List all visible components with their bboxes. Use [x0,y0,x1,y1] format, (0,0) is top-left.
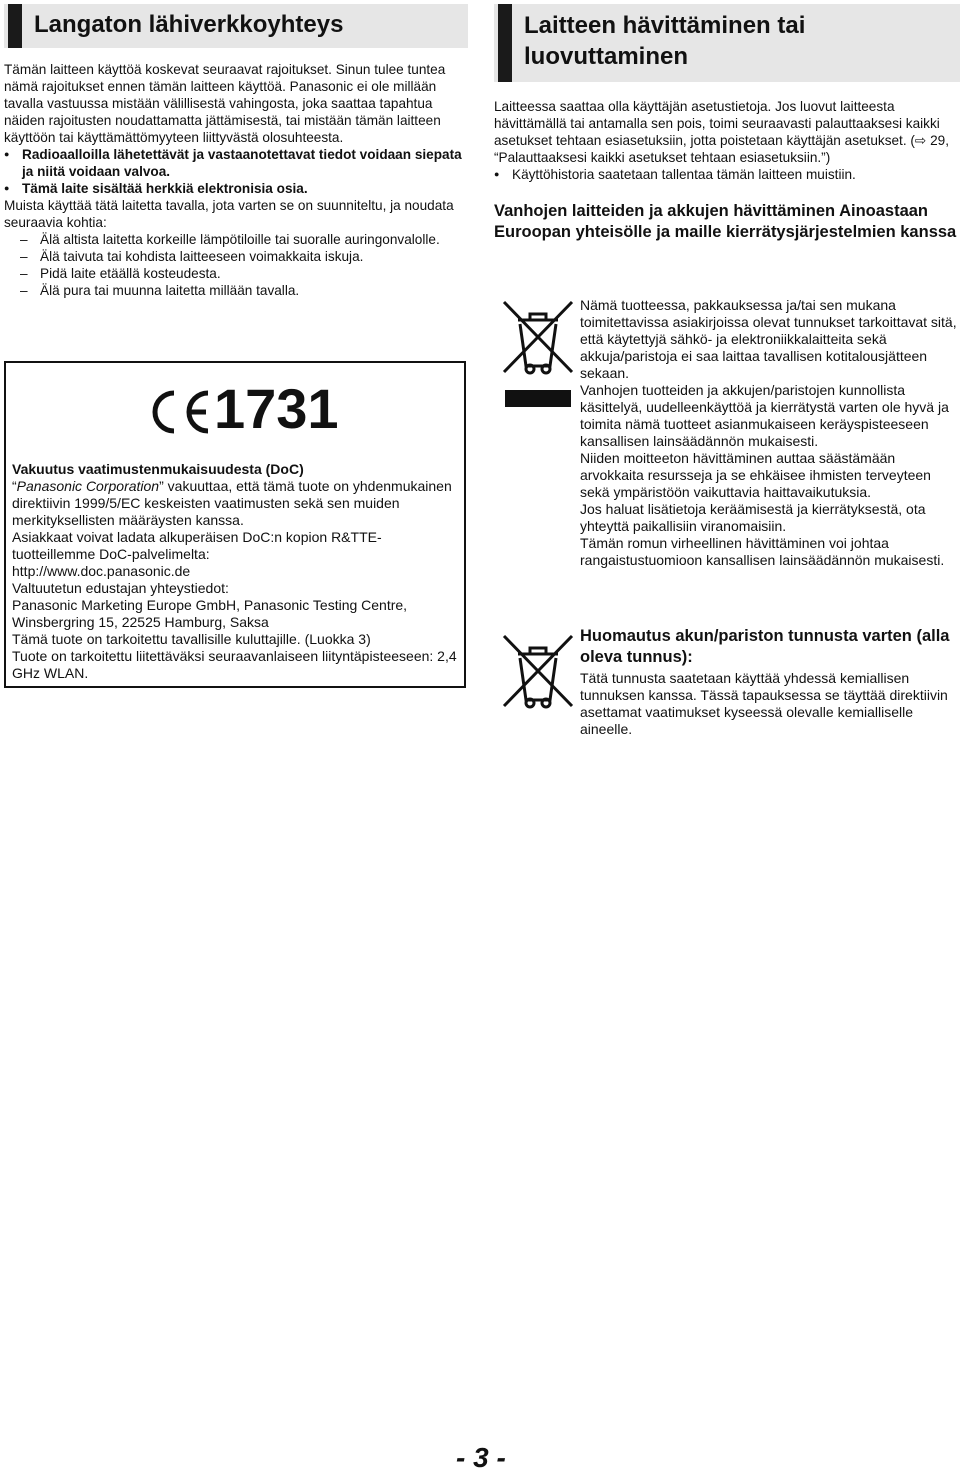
battery-text: Tätä tunnusta saatetaan käyttää yhdessä kemiallisen tunnuksen kanssa. Tässä tapauksessa se täyttää direktiivin asettamat vaatimukset kyseessä olevalle kemialliselle aineelle. [580,670,948,737]
doc-line-4: Valtuutetun edustajan yhteystiedot: [12,580,229,596]
section-heading-wlan [4,4,468,48]
page-number: - 3 - [456,1442,506,1473]
wlan-dash-3: – Pidä laite etäällä kosteudesta. [4,265,468,282]
heading-bar [498,4,512,82]
weee-subheading: Vanhojen laitteiden ja akkujen hävittäminen Ainoastaan Euroopan yhteisölle ja maille kierrätysjärjestelmien kanssa [494,202,957,241]
ce-logo-icon [146,387,216,437]
crossed-bin-battery-icon [500,630,576,710]
doc-url[interactable]: http://www.doc.panasonic.de [12,563,191,579]
wlan-bullet-2: ● Tämä laite sisältää herkkiä elektronisia osia. [4,180,468,197]
doc-line-7: Tuote on tarkoitettu liitettäväksi seuraavanlaiseen liityntäpisteeseen: 2,4 GHz WLAN. [12,648,457,681]
weee-para-3: Niiden moitteeton hävittäminen auttaa säästämään arvokkaita resursseja ja se ehkäisee ihmisten terveyteen sekä ympäristöön vaikuttavia haittavaikutuksia. [580,450,931,500]
doc-text [12,461,458,682]
wlan-dash-4: – Älä pura tai muunna laitetta millään tavalla. [4,282,468,299]
doc-line-2: Asiakkaat voivat ladata alkuperäisen DoC:n kopion R&TTE-tuotteillemme DoC-palvelimelta: [12,529,382,562]
crossed-bin-icon [500,296,576,376]
disposal-body [494,98,960,183]
left-column [4,0,468,299]
disposal-bullet: ● Käyttöhistoria saatetaan tallentaa tämän laitteen muistiin. [494,166,960,183]
weee-para-4: Jos haluat lisätietoja keräämisestä ja kierrätyksestä, ota yhteyttä paikallisiin viranomaisiin. [580,501,926,534]
wlan-body [4,61,468,299]
right-column [494,0,960,243]
heading-bar [8,4,22,48]
battery-section [580,626,960,738]
heading-text: Laitteen hävittäminen tai luovuttaminen [524,12,806,70]
doc-line-1: “Panasonic Corporation” vakuuttaa, että tämä tuote on yhdenmukainen direktiivin 1999/5/EC keskeisten vaatimusten sekä sen muiden merkityksellisten määräysten kanssa. [12,478,452,528]
ce-mark [146,377,339,441]
reference-arrow-icon: ⇨ [914,133,927,148]
weee-para-2: Vanhojen tuotteiden ja akkujen/paristojen kunnollista käsittelyä, uudelleenkäyttöä ja kierrätystä varten ole hyvä ja toimita nämä tuotteet asianmukaiseen keräyspisteeseen kansallisen lainsäädännön mukaisesti. [580,382,949,449]
wlan-dash-2: – Älä taivuta tai kohdista laitteeseen voimakkaita iskuja. [4,248,468,265]
disposal-intro: Laitteessa saattaa olla käyttäjän asetustietoja. Jos luovut laitteesta hävittämällä tai antamalla sen pois, toimi seuraavasti palauttaaksesi kaikki asetukset tehtaan esiasetuksiin, jotta poistetaan käyttäjän asetukset. (⇨ 29, “Palauttaaksesi kaikki asetukset tehtaan esiasetuksiin.”) [494,99,949,165]
ce-number: 1731 [214,377,339,440]
battery-heading: Huomautus akun/pariston tunnusta varten (alla oleva tunnus): [580,627,950,666]
wlan-intro: Tämän laitteen käyttöä koskevat seuraavat rajoitukset. Sinun tulee tuntea nämä rajoitukset ennen tämän laitteen käyttöä. Panasonic ei ole millään tavalla vastuussa mistään välillisestä vahingosta, joka saattaa tapahtua näiden rajoitusten noudattamatta jättämisestä, tai mistään tämän laitteen käyttöön tai käyttämättömyyteen liittyvästä olosuhteesta. [4,62,446,145]
weee-text [580,297,960,569]
doc-box [4,361,466,688]
doc-company: Panasonic Corporation [16,478,160,494]
doc-title: Vakuutus vaatimustenmukaisuudesta (DoC) [12,461,304,477]
heading-text: Langaton lähiverkkoyhteys [34,11,344,38]
wlan-dash-1: – Älä altista laitetta korkeille lämpötiloille tai suoralle auringonvalolle. [4,231,468,248]
weee-black-bar [505,390,571,407]
wlan-para2: Muista käyttää tätä laitetta tavalla, jota varten se on suunniteltu, ja noudata seuraavia kohtia: [4,198,454,230]
wlan-bullet-1: ● Radioaalloilla lähetettävät ja vastaanotettavat tiedot voidaan siepata ja niitä voidaan valvoa. [4,146,468,180]
weee-para-1: Nämä tuotteessa, pakkauksessa ja/tai sen mukana toimitettavissa asiakirjoissa olevat tunnukset tarkoittavat sitä, että käytettyjä sähkö- ja elektroniikkalaitteita sekä akkuja/paristoja ei saa laittaa tavallisen kotitalousjätteen sekaan. [580,297,957,381]
doc-line-5: Panasonic Marketing Europe GmbH, Panasonic Testing Centre, Winsbergring 15, 22525 Hamburg, Saksa [12,597,408,630]
weee-para-5: Tämän romun virheellinen hävittäminen voi johtaa rangaistustuomioon kansallisen lainsäädännön mukaisesti. [580,535,945,568]
doc-line-6: Tämä tuote on tarkoitettu tavallisille kuluttajille. (Luokka 3) [12,631,371,647]
section-heading-disposal [494,4,960,82]
